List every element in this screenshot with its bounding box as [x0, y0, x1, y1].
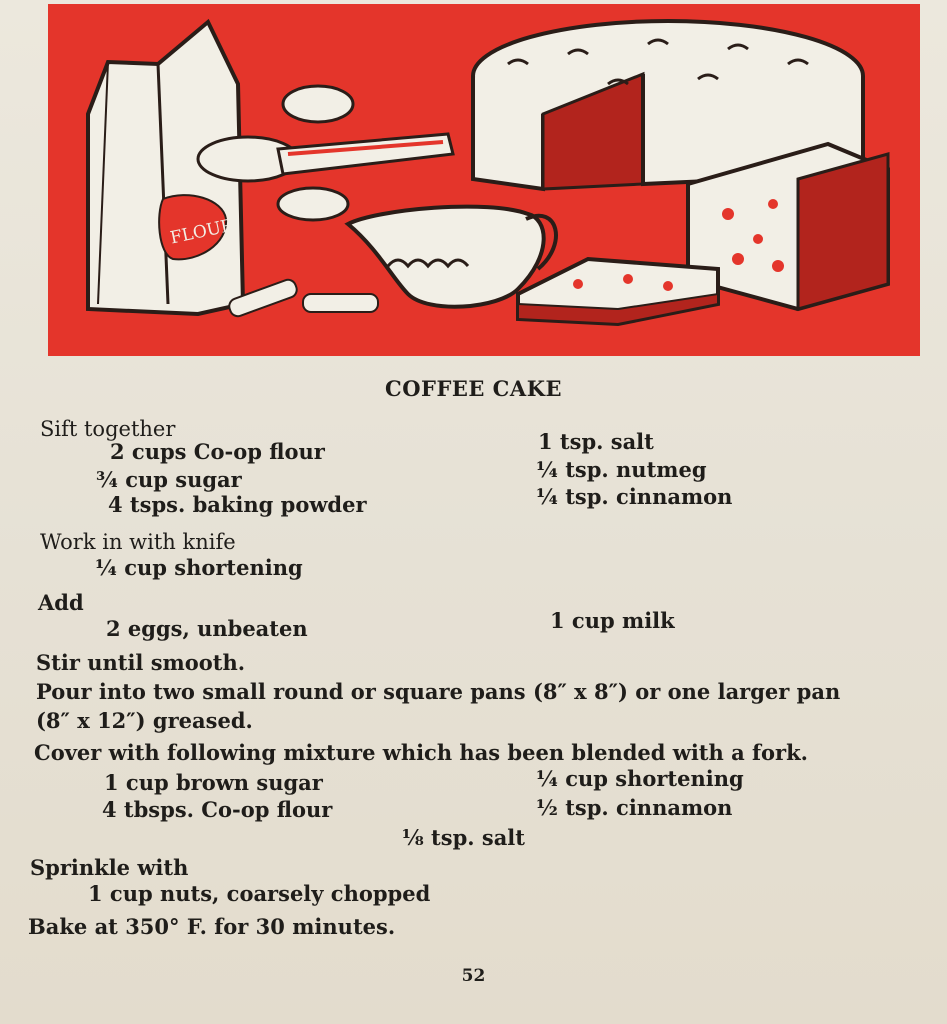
- step-stir: Stir until smooth.: [36, 650, 246, 675]
- recipe-title: COFFEE CAKE: [385, 376, 562, 401]
- step-bake: Bake at 350° F. for 30 minutes.: [28, 914, 396, 939]
- ingredient-nuts: 1 cup nuts, coarsely chopped: [88, 881, 431, 906]
- ingredient-cinnamon: ¼ tsp. cinnamon: [536, 484, 733, 509]
- ingredient-sugar: ¾ cup sugar: [96, 467, 242, 492]
- butter-sticks-icon: [227, 278, 378, 319]
- ingredient-nutmeg: ¼ tsp. nutmeg: [536, 457, 707, 482]
- ingredient-shortening: ¼ cup shortening: [95, 555, 303, 580]
- ingredient-baking-powder: 4 tsps. baking powder: [108, 492, 367, 517]
- recipe-illustration: [48, 4, 920, 356]
- ingredient-eggs: 2 eggs, unbeaten: [106, 616, 308, 641]
- ingredient-salt: 1 tsp. salt: [538, 429, 654, 454]
- step-cover: Cover with following mixture which has been blended with a fork.: [34, 740, 808, 765]
- topping-cinnamon: ½ tsp. cinnamon: [536, 795, 733, 820]
- topping-salt: ⅛ tsp. salt: [402, 825, 525, 850]
- topping-flour: 4 tbsps. Co-op flour: [102, 797, 333, 822]
- topping-shortening: ¼ cup shortening: [536, 766, 744, 791]
- step-sift-together: Sift together: [40, 417, 176, 441]
- page-number: 52: [461, 966, 486, 986]
- step-sprinkle: Sprinkle with: [30, 855, 189, 880]
- cake-slice-icon: [518, 259, 718, 324]
- flour-label: FLOUR: [168, 215, 236, 249]
- ingredient-milk: 1 cup milk: [550, 608, 675, 633]
- step-pour: Pour into two small round or square pans (8″ x 8″) or one larger pan: [36, 679, 841, 704]
- ingredient-flour: 2 cups Co-op flour: [110, 439, 325, 464]
- step-add: Add: [38, 590, 84, 615]
- step-pour-cont: (8″ x 12″) greased.: [36, 708, 253, 733]
- step-work-in: Work in with knife: [40, 530, 236, 554]
- topping-brown-sugar: 1 cup brown sugar: [104, 770, 323, 795]
